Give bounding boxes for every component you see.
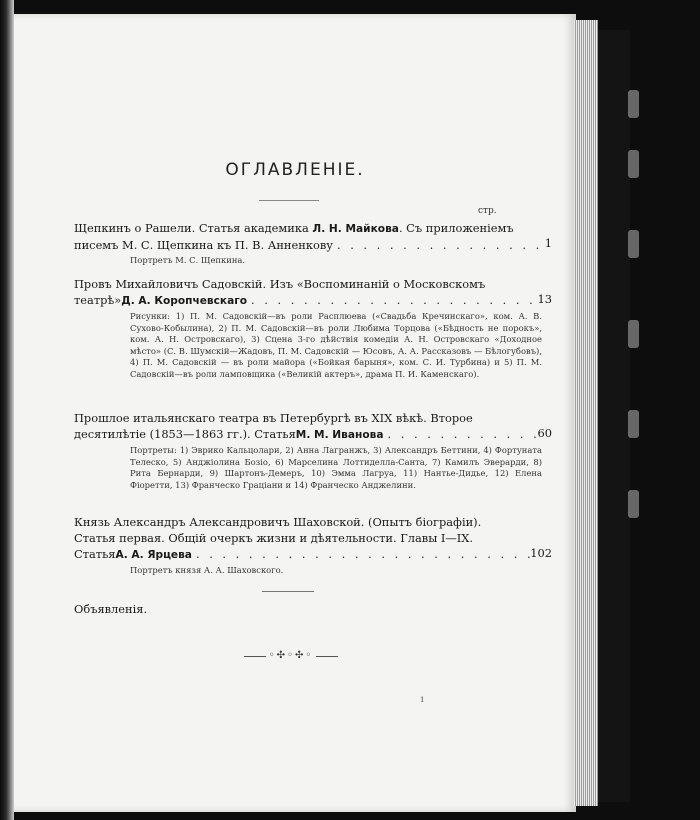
entry-text: десятилѣтіе (1853—1863 гг.). Статья: [74, 427, 296, 441]
dot-leader: [337, 237, 540, 253]
dot-leader: [196, 546, 540, 562]
toc-entry: [74, 220, 552, 267]
entry-page-number: 1: [544, 236, 552, 250]
toc-entry: [74, 514, 552, 577]
entry-leader-line: [74, 237, 544, 253]
entry-leader-line: [74, 292, 544, 309]
entry-text: театрѣ»: [74, 293, 122, 307]
entry-line: Прошлое итальянскаго театра въ Петербургѣ въ XIX вѣкѣ. Второе: [74, 411, 473, 425]
entry-page-number: 60: [537, 426, 552, 440]
page-column-label: стр.: [478, 206, 497, 216]
toc-entry: [74, 410, 552, 491]
entry-line: [74, 220, 544, 237]
dot-leader: [251, 292, 540, 308]
entry-text: Щепкинъ о Рашели. Статья академика: [74, 221, 313, 235]
entry-illustrations: Портретъ М. С. Щепкина.: [130, 255, 246, 265]
book-page: [14, 14, 576, 812]
spine-ornament: [626, 90, 642, 530]
title-underline: [259, 200, 319, 201]
entry-author: Л. Н. Майкова: [312, 223, 399, 235]
entry-leader-line: [74, 546, 544, 563]
entry-author: Д. А. Коропчевскаго: [121, 295, 248, 307]
entry-author: А. А. Ярцева: [115, 549, 192, 561]
ornament-divider: ◦✣◦✣◦: [236, 650, 346, 662]
entry-illustrations: Портреты: 1) Эврико Кальцолари, 2) Анна Лагранжъ, 3) Александръ Беттини, 4) Фортуната Телеско, 5) Анджіолина Бозіо, 6) Марселина Лоттиделла-Санта, 7) Камилъ Эверарди, 8) Рита Бернарди, 9) Шартонъ-Демеръ, 10) Эмма Лагруа, 11) Нантье-Дидье, 12) Елена Фіоретти, 13) Франческо Граціани и 14) Франческо Анджелини.: [130, 445, 542, 490]
page-mark: 1: [420, 696, 425, 704]
announcements-entry: Объявленія.: [74, 602, 148, 616]
page-title: ОГЛАВЛЕНІЕ.: [225, 160, 365, 180]
entry-text: Статья: [74, 547, 116, 561]
entry-leader-line: [74, 426, 544, 443]
entry-illustrations: Портретъ князя А. А. Шаховского.: [130, 565, 284, 575]
entry-page-number: 102: [530, 546, 552, 560]
entry-line: Князь Александръ Александровичъ Шаховской. (Опытъ біографіи).: [74, 515, 482, 529]
entry-illustrations: Рисунки: 1) П. М. Садовскій—въ роли Расплюева («Свадьба Кречинскаго», ком. А. В. Сухово-Кобылина), 2) П. М. Садовскій—въ роли Любима Торцова («Бѣдность не порокъ», ком. А. Н. Островскаго), 3) Сцена 3-го дѣйствія комедіи А. Н. Островскаго «Доходное мѣсто» (С. В. Шумскій—Жадовъ, П. М. Садовскій — Юсовъ, А. А. Рассказовъ — Бѣлогубовъ), 4) П. М. Садовскій — въ роли майора («Бойкая барыня», ком. С. И. Турбина) и 5) П. М. Садовскій—въ роли ламповщика («Великій актеръ», драма П. И. Каменскаго).: [130, 311, 542, 379]
entry-line: Статья первая. Общій очеркъ жизни и дѣятельности. Главы I—IX.: [74, 531, 474, 545]
page-edges: [574, 20, 598, 806]
entry-author: М. М. Иванова: [295, 429, 384, 441]
entry-text: писемъ М. С. Щепкина къ П. В. Анненкову: [74, 238, 333, 252]
entry-line: Провъ Михайловичъ Садовскій. Изъ «Воспоминаній о Московскомъ: [74, 277, 486, 291]
book-gutter: [0, 0, 14, 820]
dot-leader: [387, 426, 540, 442]
entry-page-number: 13: [537, 292, 552, 306]
toc-entry: [74, 276, 552, 381]
section-divider: [262, 591, 314, 592]
entry-text: . Съ приложеніемъ: [398, 221, 514, 235]
